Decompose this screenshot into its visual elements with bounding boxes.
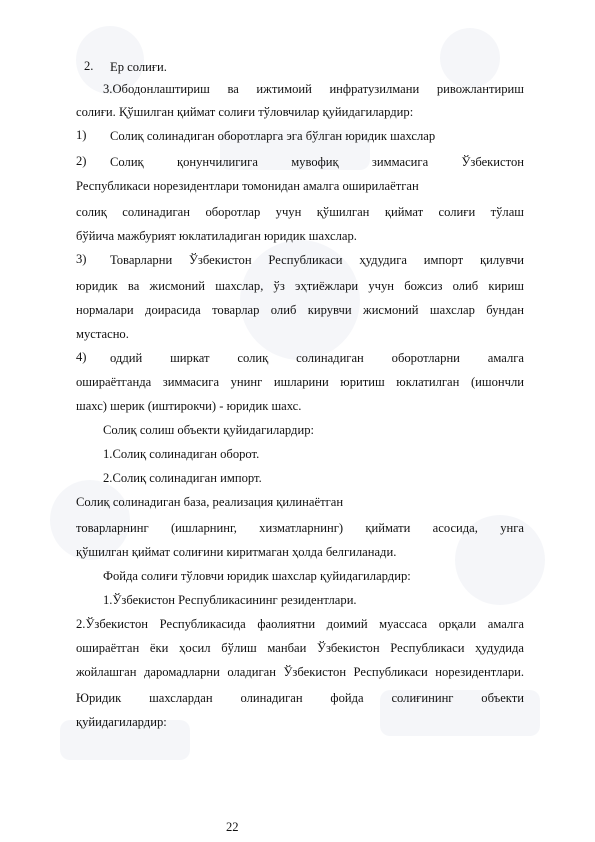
list-number: 1) [76, 128, 87, 142]
paragraph-line: 3.Ободонлаштириш ва ижтимоий инфратузилмани ривожлантириш [103, 82, 524, 96]
list-item-line: бўйича мажбурият юклатиладиган юридик шахслар. [76, 229, 357, 243]
list-item-line: жойлашган даромадларни оладиган Ўзбекистон Республикаси норезидентлари. [76, 665, 524, 679]
list-item-line: оширaётганда зиммасига унинг ишларини юритиш юклатилган (ишончли [76, 375, 524, 389]
section-heading: Фойда солиғи тўловчи юридик шахслар қуйидагилардир: [103, 569, 411, 583]
list-number: 2) [76, 154, 87, 168]
list-item-line: 1.Солиқ солинадиган оборот. [103, 447, 260, 461]
list-item-line: 2.Ўзбекистон Республикасида фаолиятни доимий муассаса орқали амалга [76, 617, 524, 631]
paragraph-line: қўшилган қиймат солиғини киритмаган ҳолда белгиланади. [76, 545, 397, 559]
list-item-line: 1.Ўзбекистон Республикасининг резидентлари. [103, 593, 357, 607]
list-item-line: Товарларни Ўзбекистон Республикаси ҳудудига импорт қилувчи [110, 253, 524, 267]
list-item-line: оширaётган ёки ҳосил бўлиш манбаи Ўзбекистон Республикаси ҳудудида [76, 641, 524, 655]
list-item-line: 2.Солиқ солинадиган импорт. [103, 471, 262, 485]
paragraph-line: қуйидагилардир: [76, 715, 167, 729]
list-number: 3) [76, 252, 87, 266]
list-number: 4) [76, 350, 87, 364]
list-item-line: юридик ва жисмоний шахслар, ўз эҳтиёжлари учун божсиз олиб кириш [76, 279, 524, 293]
list-item-line: мустасно. [76, 327, 129, 341]
list-item-line: солиқ солинадиган оборотлар учун қўшилган қиймат солиғи тўлаш [76, 205, 524, 219]
list-item-line: Республикаси норезидентлари томонидан амалга оширилаётган [76, 179, 419, 193]
paragraph-line: солиғи. Қўшилган қиймат солиғи тўловчилар қуйидагилардир: [76, 105, 414, 119]
paragraph-line: Солиқ солинадиган база, реализация қилинаётган [76, 495, 344, 509]
list-item-line: оддий ширкат солиқ солинадиган оборотларни амалга [110, 351, 524, 365]
page-number: 22 [226, 820, 239, 834]
list-item-line: шахс) шерик (иштирокчи) - юридик шахс. [76, 399, 302, 413]
list-item-line: Солиқ солинадиган оборотларга эга бўлган юридик шахслар [110, 129, 436, 143]
list-item-line: Солиқ қонунчилигига мувофиқ зиммасига Ўзбекистон [110, 155, 524, 169]
heading-text: Ер солиғи. [110, 60, 167, 74]
paragraph-line: Юридик шахслардан олинадиган фойда солиғининг объекти [76, 691, 524, 705]
paragraph-line: товарларнинг (ишларнинг, хизматларнинг) қиймати асосида, унга [76, 521, 524, 535]
list-item-line: нормалари доирасида товарлар олиб кирувчи жисмоний шахслар бундан [76, 303, 524, 317]
section-heading: Солиқ солиш объекти қуйидагилардир: [103, 423, 314, 437]
heading-number: 2. [84, 59, 94, 73]
